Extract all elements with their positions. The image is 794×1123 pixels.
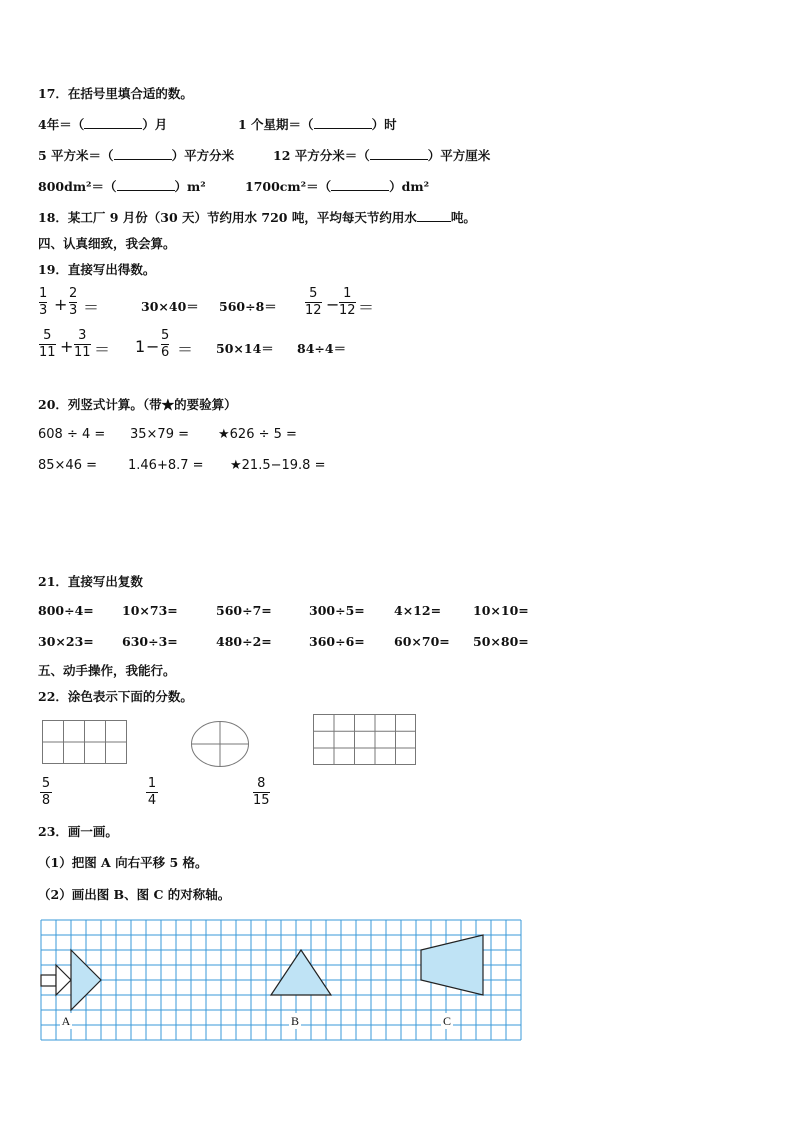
calc-item: 360÷6=: [309, 634, 365, 649]
answer-blank[interactable]: [331, 178, 389, 191]
minus-sign: −: [146, 337, 160, 356]
answer-blank[interactable]: [84, 116, 142, 129]
ellipse-quarters[interactable]: [190, 720, 250, 768]
q17-title: 17．在括号里填合适的数。: [38, 86, 193, 101]
calc-item: 35×79 =: [130, 427, 190, 442]
answer-blank[interactable]: [117, 178, 175, 191]
figure-c: [421, 935, 483, 995]
calc-item: 10×10=: [473, 603, 529, 618]
fraction: 8 15: [253, 776, 270, 808]
q17-row1b: 1 个星期＝（ ）时: [238, 117, 397, 132]
figure-a: [41, 950, 101, 1010]
calc: 50×14＝: [216, 341, 274, 356]
calc-item: 30×23=: [38, 634, 94, 649]
minus-sign: −: [326, 295, 340, 314]
calc-item: 800÷4=: [38, 603, 94, 618]
q20-title: 20．列竖式计算。（带★的要验算）: [38, 397, 237, 412]
section-4-heading: 四、认真细致，我会算。: [38, 236, 176, 251]
fraction: 3 11: [74, 328, 91, 360]
q23-title: 23．画一画。: [38, 824, 118, 839]
q21-title: 21．直接写出复数: [38, 574, 143, 589]
calc-item: 1.46+8.7 =: [128, 458, 204, 473]
plus-sign: +: [54, 295, 68, 314]
section-5-heading: 五、动手操作，我能行。: [38, 663, 176, 678]
q17-row2b: 12 平方分米＝（ ）平方厘米: [273, 148, 491, 163]
fraction: 1 3: [39, 286, 48, 318]
calc-item: ★626 ÷ 5 =: [218, 427, 297, 442]
answer-blank[interactable]: [114, 147, 172, 160]
calc: 84÷4＝: [297, 341, 347, 356]
fraction: 5 12: [305, 286, 322, 318]
calc-item: 480÷2=: [216, 634, 272, 649]
calc: 560÷8＝: [219, 299, 277, 314]
calc-item: 60×70=: [394, 634, 450, 649]
answer-blank[interactable]: [314, 116, 372, 129]
fraction: 5 6: [161, 328, 170, 360]
fraction: 5 8: [41, 776, 51, 808]
q23-task-1: （1）把图 A 向右平移 5 格。: [38, 855, 208, 870]
answer-blank[interactable]: [417, 209, 451, 222]
fraction: 5 11: [39, 328, 56, 360]
calc-item: 4×12=: [394, 603, 442, 618]
q17-row1a: 4年＝（ ）月: [38, 117, 168, 132]
figure-b: [271, 950, 331, 995]
figure-label-b: B: [290, 1014, 300, 1028]
q17-row3a: 800dm²＝（ ）m²: [38, 179, 206, 194]
equals-sign: ＝: [94, 340, 111, 359]
answer-blank[interactable]: [370, 147, 428, 160]
q17-row2a: 5 平方米＝（ ）平方分米: [38, 148, 235, 163]
fraction: 1 4: [147, 776, 157, 808]
calc-item: 10×73=: [122, 603, 178, 618]
calc-item: ★21.5−19.8 =: [230, 458, 326, 473]
q19-title: 19．直接写出得数。: [38, 262, 156, 277]
calc: 30×40＝: [141, 299, 199, 314]
q18: 18．某工厂 9 月份（30 天）节约用水 720 吨，平均每天节约用水 吨。: [38, 210, 476, 225]
equals-sign: ＝: [83, 298, 100, 317]
whole-number: 1: [135, 337, 146, 356]
figure-label-a: A: [61, 1014, 71, 1028]
equals-sign: ＝: [177, 340, 194, 359]
rect-grid-8[interactable]: [42, 720, 128, 765]
calc-item: 560÷7=: [216, 603, 272, 618]
fraction: 1 12: [339, 286, 356, 318]
calc-item: 50×80=: [473, 634, 529, 649]
calc-item: 300÷5=: [309, 603, 365, 618]
rect-grid-15[interactable]: [313, 714, 417, 766]
q23-task-2: （2）画出图 B、图 C 的对称轴。: [38, 887, 231, 902]
q22-title: 22．涂色表示下面的分数。: [38, 689, 193, 704]
equals-sign: ＝: [358, 298, 375, 317]
plus-sign: +: [60, 337, 74, 356]
drawing-grid[interactable]: [40, 918, 532, 1044]
calc-item: 630÷3=: [122, 634, 178, 649]
calc-item: 608 ÷ 4 =: [38, 427, 106, 442]
figure-label-c: C: [442, 1014, 452, 1028]
fraction: 2 3: [69, 286, 78, 318]
calc-item: 85×46 =: [38, 458, 98, 473]
q17-row3b: 1700cm²＝（ ）dm²: [245, 179, 430, 194]
